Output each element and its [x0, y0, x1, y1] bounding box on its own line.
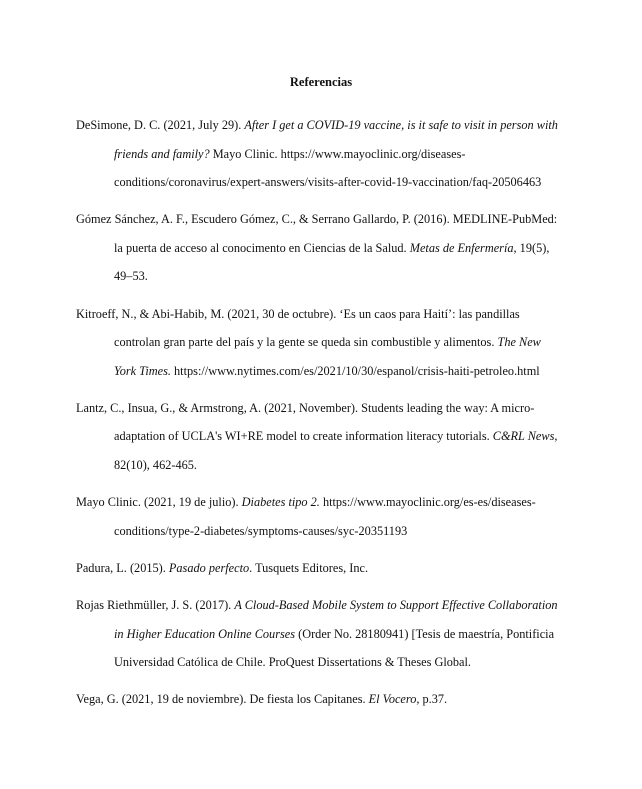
reference-title: A Cloud-Based Mobile System to Support Effective Collaboration in Higher Education Online Courses	[114, 597, 558, 641]
reference-entry	[76, 685, 562, 714]
reference-source: https://www.nytimes.com/es/2021/10/30/espanol/crisis-haiti-petroleo.html	[170, 363, 540, 378]
reference-title: After I get a COVID-19 vaccine, is it safe to visit in person with friends and family?	[114, 118, 558, 161]
reference-author: Padura, L. (2015).	[76, 560, 169, 575]
reference-source: (Order No. 28180941) [Tesis de maestría, Pontificia Universidad Católica de Chile. ProQuest Dissertations & Theses Global.	[114, 626, 555, 670]
reference-entry	[76, 394, 562, 480]
reference-author: Mayo Clinic. (2021, 19 de julio).	[76, 495, 242, 510]
reference-title: El Vocero	[368, 692, 417, 707]
reference-title: C&RL News	[492, 429, 555, 444]
reference-source: , p.37.	[416, 692, 448, 707]
reference-entry	[76, 591, 562, 677]
reference-author: Gómez Sánchez, A. F., Escudero Gómez, C., & Serrano Gallardo, P. (2016). MEDLINE-PubMed: la puerta de acceso al conocimento en Ciencias de la Salud.	[76, 212, 558, 255]
reference-entry	[76, 554, 562, 583]
reference-author: Rojas Riethmüller, J. S. (2017).	[76, 597, 235, 612]
reference-title: Diabetes tipo 2.	[241, 495, 320, 510]
reference-author: Vega, G. (2021, 19 de noviembre). De fiesta los Capitanes.	[76, 692, 369, 707]
reference-source: Mayo Clinic. https://www.mayoclinic.org/diseases-conditions/coronavirus/expert-answers/visits-after-covid-19-vaccination/faq-20506463	[114, 146, 542, 190]
reference-author: DeSimone, D. C. (2021, July 29).	[76, 118, 245, 132]
reference-source: . Tusquets Editores, Inc.	[249, 560, 369, 575]
page-title: Referencias	[289, 75, 353, 89]
reference-entry	[76, 300, 562, 386]
reference-source: , 19(5), 49–53.	[114, 240, 550, 284]
reference-title: Metas de Enfermería	[409, 240, 514, 255]
reference-list	[76, 111, 562, 722]
reference-entry	[76, 111, 562, 197]
reference-source: , 82(10), 462-465.	[114, 429, 558, 473]
reference-author: Kitroeff, N., & Abi-Habib, M. (2021, 30 de octubre). ‘Es un caos para Haití’: las pandillas controlan gran parte del país y la gente se queda sin combustible y alimentos.	[76, 306, 520, 350]
reference-title: The New York Times.	[114, 335, 541, 378]
reference-source: https://www.mayoclinic.org/es-es/diseases-conditions/type-2-diabetes/symptoms-causes/syc-20351193	[114, 495, 536, 538]
reference-author: Lantz, C., Insua, G., & Armstrong, A. (2021, November). Students leading the way: A micro-adaptation of UCLA's WI+RE model to create information literacy tutorials.	[76, 400, 535, 444]
reference-title: Pasado perfecto	[168, 560, 250, 575]
reference-entry	[76, 205, 562, 291]
reference-entry	[76, 488, 562, 545]
